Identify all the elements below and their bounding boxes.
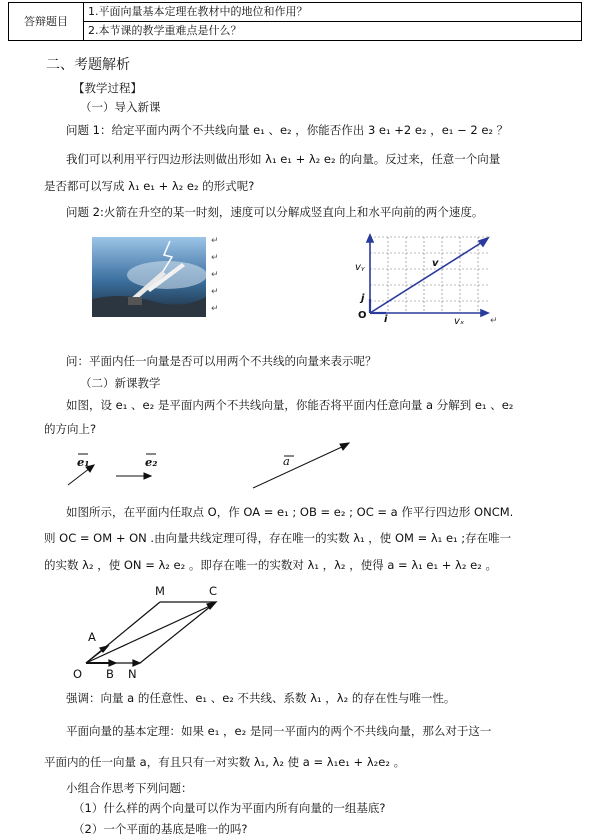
question-any-vector: 问：平面内任一向量是否可以用两个不共线的向量来表示呢？ bbox=[66, 354, 377, 368]
label-vy: vᵧ bbox=[355, 262, 365, 273]
table-question-2: 2.本节课的教学重难点是什么？ bbox=[84, 22, 582, 41]
construction-line-2: 则 OC = OM + ON .由向量共线定理可得，存在唯一的实数 λ₁ ，使 OM = λ₁ e₁ ;存在唯一 bbox=[44, 531, 512, 545]
label-j: j bbox=[361, 293, 365, 304]
table-label: 答辩题目 bbox=[9, 3, 84, 41]
figure-intro-line-1: 如图，设 e₁ 、e₂ 是平面内两个不共线向量，你能否将平面内任意向量 a 分解到 e₁ 、e₂ bbox=[66, 398, 514, 412]
label-v: v bbox=[432, 258, 439, 269]
point-B: B bbox=[106, 667, 114, 681]
construction-line-1: 如图所示，在平面内任取点 O，作 OA = e₁ ; OB = e₂ ; OC = a 作平行四边形 ONCM. bbox=[66, 505, 514, 519]
figure-intro-line-2: 的方向上? bbox=[44, 422, 97, 436]
construction-line-3: 的实数 λ₂ ，使 ON = λ₂ e₂ 。即存在唯一的实数对 λ₁ ，λ₂ ，使得 a = λ₁ e₁ + λ₂ e₂ 。 bbox=[44, 558, 497, 572]
point-N: N bbox=[128, 667, 137, 681]
group-question-1: （1）什么样的两个向量可以作为平面内所有向量的一组基底? bbox=[73, 801, 386, 815]
label-i: i bbox=[384, 314, 388, 325]
question-table bbox=[8, 2, 582, 41]
theorem-line-1: 平面向量的基本定理：如果 e₁ ，e₂ 是同一平面内的两个不共线向量，那么对于这一 bbox=[66, 724, 492, 738]
rocket-photo bbox=[92, 237, 206, 317]
label-vx: vₓ bbox=[454, 316, 465, 327]
emphasis-text: 强调：向量 a 的任意性、e₁ 、e₂ 不共线、系数 λ₁ ，λ₂ 的存在性与唯一性。 bbox=[66, 691, 456, 705]
part1-heading: （一）导入新课 bbox=[80, 100, 161, 114]
problem1-text: 问题 1：给定平面内两个不共线向量 e₁ 、e₂ ，你能否作出 3 e₁ +2 e₂ ，e₁ − 2 e₂ ？ bbox=[66, 123, 509, 137]
vector-e2-label: e₂ bbox=[145, 455, 158, 469]
point-M: M bbox=[155, 584, 165, 598]
point-A: A bbox=[88, 630, 96, 644]
group-prompt: 小组合作思考下列问题： bbox=[66, 781, 193, 795]
point-C: C bbox=[209, 584, 218, 598]
vectors-figure bbox=[60, 440, 360, 500]
point-O: O bbox=[73, 667, 83, 681]
table-question-1: 1.平面向量基本定理在教材中的地位和作用？ bbox=[84, 3, 582, 22]
vector-a-label: a bbox=[283, 454, 290, 468]
vector-e1-label: e₁ bbox=[77, 455, 90, 469]
part2-heading: （二）新课教学 bbox=[80, 376, 161, 390]
group-question-2: （2）一个平面的基底是唯一的吗? bbox=[73, 822, 248, 836]
section-title: 二、考题解析 bbox=[46, 57, 130, 73]
teaching-process-heading: 【教学过程】 bbox=[73, 81, 142, 95]
label-o: O bbox=[358, 310, 367, 321]
theorem-line-2: 平面内的任一向量 a，有且只有一对实数 λ₁, λ₂ 使 a = λ₁e₁ + λ₂e₂ 。 bbox=[44, 755, 406, 769]
problem2-text: 问题 2:火箭在升空的某一时刻，速度可以分解成竖直向上和水平向前的两个速度。 bbox=[66, 205, 484, 219]
paragraph-line-2: 我们可以利用平行四边形法则做出形如 λ₁ e₁ + λ₂ e₂ 的向量。反过来，任意一个向量 bbox=[66, 152, 501, 166]
paragraph-line-3: 是否都可以写成 λ₁ e₁ + λ₂ e₂ 的形式呢? bbox=[44, 179, 255, 193]
